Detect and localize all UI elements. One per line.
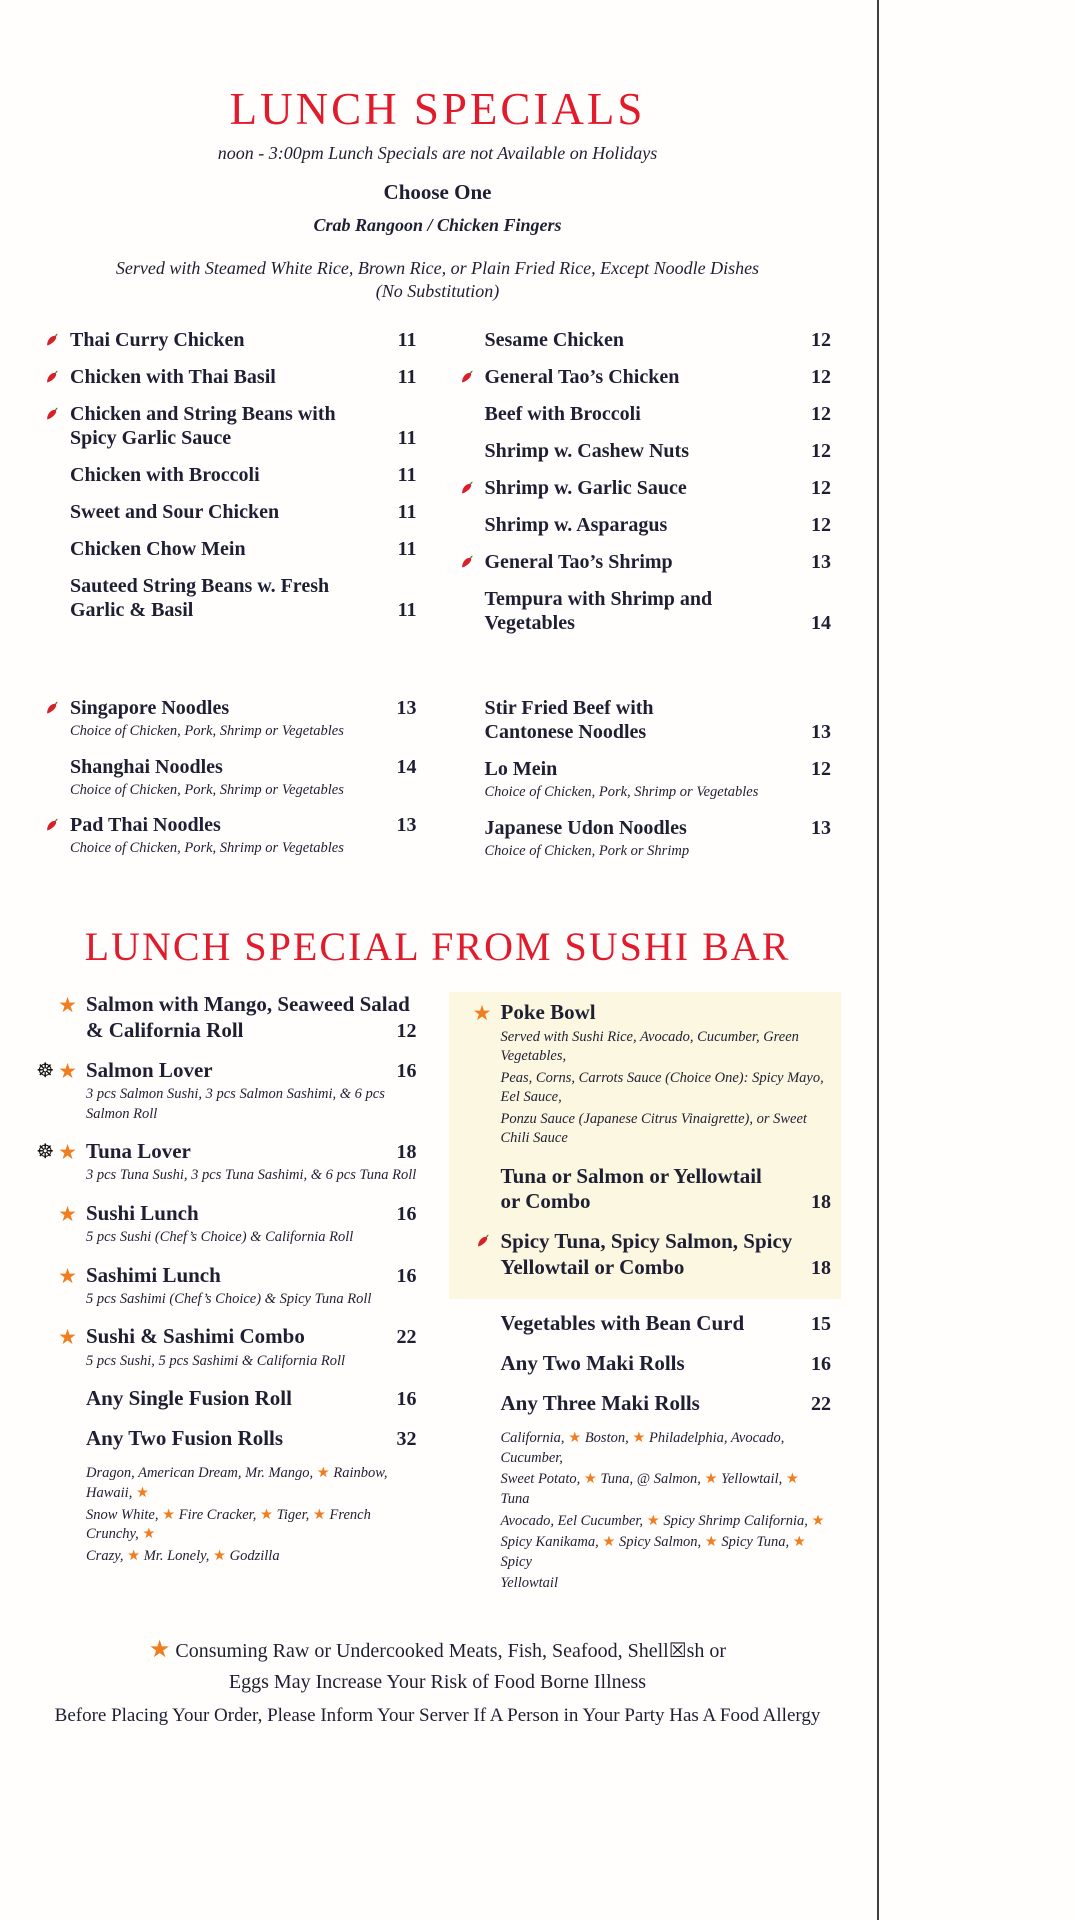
item-price: 14 bbox=[396, 755, 417, 778]
chili-spicy-icon bbox=[459, 368, 476, 385]
item-body bbox=[501, 1427, 832, 1594]
item-description: Snow White, ★ Fire Cracker, ★ Tiger, ★ French Crunchy, ★ bbox=[86, 1506, 371, 1543]
item-body bbox=[485, 550, 832, 574]
star-icon: ★ bbox=[58, 1140, 77, 1165]
item-price: 16 bbox=[396, 1059, 417, 1082]
item-name: Sweet and Sour Chicken bbox=[70, 501, 280, 524]
item-body bbox=[485, 513, 832, 537]
menu-note bbox=[44, 1462, 417, 1566]
item-name: Spicy Garlic Sauce bbox=[70, 427, 232, 450]
menu-item bbox=[459, 1000, 832, 1149]
menu-item bbox=[44, 1201, 417, 1248]
item-price: 16 bbox=[396, 1202, 417, 1225]
star-icon: ★ bbox=[632, 1430, 646, 1447]
menu-item bbox=[44, 537, 417, 561]
item-description: California, ★ Boston, ★ Philadelphia, Avocado, Cucumber, bbox=[500, 1430, 785, 1466]
item-name: Beef with Broccoli bbox=[484, 403, 641, 426]
item-price: 11 bbox=[397, 501, 417, 524]
menu-item bbox=[459, 1164, 832, 1214]
item-description: Choice of Chicken, Pork, Shrimp or Vegetables bbox=[70, 723, 344, 740]
item-description: Served with Sushi Rice, Avocado, Cucumber, Green Vegetables, bbox=[500, 1028, 799, 1065]
item-price: 12 bbox=[811, 440, 831, 463]
item-description: Sweet Potato, ★ Tuna, @ Salmon, ★ Yellowtail, ★ Tuna bbox=[500, 1471, 799, 1507]
raw-food-warning-line1: ★ Consuming Raw or Undercooked Meats, Fish, Seafood, Shell☒sh or bbox=[148, 1636, 727, 1663]
item-body bbox=[86, 1324, 417, 1371]
star-icon: ★ bbox=[58, 1325, 77, 1350]
page-title: LUNCH SPECIALS bbox=[229, 84, 646, 134]
menu-item bbox=[44, 696, 417, 742]
item-description: Yellowtail bbox=[500, 1575, 558, 1592]
item-body bbox=[70, 537, 417, 561]
menu-item bbox=[459, 402, 832, 426]
item-icon-cell bbox=[44, 1324, 86, 1371]
menu-item bbox=[36, 1057, 417, 1124]
star-icon: ★ bbox=[148, 1636, 171, 1663]
item-price: 22 bbox=[811, 1393, 831, 1416]
item-body bbox=[86, 992, 417, 1042]
item-body bbox=[485, 816, 832, 862]
item-body bbox=[70, 574, 417, 622]
item-name: Tuna Lover bbox=[86, 1139, 191, 1164]
item-body bbox=[70, 365, 417, 389]
item-body bbox=[501, 1311, 832, 1336]
star-icon: ★ bbox=[583, 1471, 597, 1488]
item-name: Thai Curry Chicken bbox=[70, 329, 245, 352]
item-description: Crazy, ★ Mr. Lonely, ★ Godzilla bbox=[86, 1547, 280, 1564]
sushi-right-column bbox=[459, 992, 832, 1608]
menu-item bbox=[459, 439, 832, 463]
item-body bbox=[86, 1201, 417, 1248]
item-name: Vegetables with Bean Curd bbox=[500, 1310, 745, 1335]
sushi-section-title: LUNCH SPECIAL FROM SUSHI BAR bbox=[84, 924, 791, 970]
item-icon-cell bbox=[459, 1427, 501, 1594]
item-name: Sushi Lunch bbox=[86, 1200, 199, 1225]
item-name: Vegetables bbox=[484, 612, 575, 635]
item-price: 11 bbox=[397, 538, 417, 561]
star-icon: ★ bbox=[135, 1485, 149, 1501]
item-price: 12 bbox=[811, 758, 831, 781]
item-icon-cell bbox=[44, 402, 70, 450]
item-body bbox=[86, 1386, 417, 1411]
star-icon: ★ bbox=[312, 1506, 326, 1523]
item-icon-cell bbox=[44, 537, 70, 561]
item-icon-cell bbox=[44, 1201, 86, 1248]
item-icon-cell bbox=[459, 696, 485, 744]
item-icon-cell bbox=[36, 1058, 86, 1124]
no-substitution-note: (No Substitution) bbox=[375, 281, 500, 302]
star-icon: ★ bbox=[704, 1534, 718, 1551]
item-name: Japanese Udon Noodles bbox=[484, 816, 687, 839]
star-icon: ★ bbox=[58, 1058, 77, 1083]
item-name: Tempura with Shrimp and bbox=[484, 588, 713, 611]
star-icon: ★ bbox=[127, 1547, 141, 1564]
item-body bbox=[86, 1058, 417, 1124]
choose-one-options: Crab Rangoon / Chicken Fingers bbox=[313, 215, 562, 236]
item-name: Cantonese Noodles bbox=[484, 721, 647, 744]
entrees-left-column bbox=[44, 328, 417, 648]
sushi-right-rest bbox=[459, 1311, 832, 1594]
item-price: 11 bbox=[397, 427, 417, 450]
item-name: Salmon with Mango, Seaweed Salad bbox=[86, 992, 410, 1017]
item-name: Any Two Maki Rolls bbox=[500, 1350, 685, 1375]
chili-spicy-icon bbox=[459, 479, 476, 496]
item-icon-cell bbox=[44, 813, 70, 859]
item-icon-cell bbox=[44, 574, 70, 622]
poke-bowl-highlight-box bbox=[449, 992, 842, 1298]
item-icon-cell bbox=[44, 328, 70, 352]
item-price: 32 bbox=[396, 1428, 417, 1451]
item-price: 13 bbox=[811, 551, 831, 574]
item-description: 5 pcs Sashimi (Chef’s Choice) & Spicy Tuna Roll bbox=[86, 1290, 372, 1307]
menu-item bbox=[459, 550, 832, 574]
item-icon-cell bbox=[44, 992, 86, 1042]
star-icon: ★ bbox=[316, 1465, 330, 1482]
star-icon: ★ bbox=[568, 1430, 582, 1447]
item-name: Any Three Maki Rolls bbox=[500, 1391, 700, 1416]
menu-item bbox=[44, 992, 417, 1042]
item-icon-cell bbox=[44, 1462, 86, 1566]
item-icon-cell bbox=[459, 328, 485, 352]
item-name: Stir Fried Beef with bbox=[484, 697, 654, 720]
star-icon: ★ bbox=[785, 1471, 799, 1488]
item-description: Dragon, American Dream, Mr. Mango, ★ Rainbow, Hawaii, ★ bbox=[86, 1465, 388, 1501]
chili-spicy-icon bbox=[475, 1232, 492, 1249]
menu-footer bbox=[44, 1633, 831, 1729]
menu-item bbox=[44, 500, 417, 524]
hours-availability-note: noon - 3:00pm Lunch Specials are not Available on Holidays bbox=[217, 143, 658, 164]
item-body bbox=[70, 696, 417, 742]
star-icon: ★ bbox=[162, 1506, 176, 1523]
item-name: Pad Thai Noodles bbox=[70, 814, 221, 837]
item-price: 12 bbox=[811, 514, 831, 537]
item-name: Sesame Chicken bbox=[484, 329, 624, 352]
menu-item bbox=[459, 1391, 832, 1416]
item-description: Choice of Chicken, Pork, Shrimp or Vegetables bbox=[70, 781, 344, 798]
menu-item bbox=[44, 1324, 417, 1371]
item-icon-cell bbox=[44, 1263, 86, 1310]
menu-item bbox=[44, 813, 417, 859]
item-name: or Combo bbox=[500, 1189, 591, 1214]
item-icon-cell bbox=[459, 402, 485, 426]
item-description: 5 pcs Sushi (Chef’s Choice) & California Roll bbox=[86, 1229, 354, 1245]
item-name: & California Roll bbox=[86, 1017, 244, 1042]
wheel-icon: ☸ bbox=[36, 1141, 55, 1164]
item-name: Chicken with Broccoli bbox=[70, 464, 260, 487]
sushi-left-column bbox=[36, 992, 417, 1608]
menu-item bbox=[44, 1386, 417, 1411]
item-price: 12 bbox=[811, 329, 831, 352]
item-name: General Tao’s Chicken bbox=[484, 366, 680, 389]
item-body bbox=[70, 500, 417, 524]
item-price: 11 bbox=[397, 599, 417, 622]
item-body bbox=[485, 365, 832, 389]
item-icon-cell bbox=[459, 1000, 501, 1149]
item-icon-cell bbox=[459, 1351, 501, 1376]
item-name: Shrimp w. Asparagus bbox=[484, 514, 668, 537]
item-price: 11 bbox=[397, 329, 417, 352]
item-icon-cell bbox=[459, 1229, 501, 1279]
menu-item bbox=[459, 513, 832, 537]
item-name: Any Single Fusion Roll bbox=[86, 1386, 292, 1411]
item-icon-cell bbox=[44, 696, 70, 742]
wheel-icon: ☸ bbox=[36, 1059, 55, 1082]
star-icon: ★ bbox=[259, 1506, 273, 1523]
item-name: Poke Bowl bbox=[500, 1000, 596, 1025]
item-description: Ponzu Sauce (Japanese Citrus Vinaigrette), or Sweet Chili Sauce bbox=[500, 1110, 807, 1147]
item-description: Avocado, Eel Cucumber, ★ Spicy Shrimp California, ★ bbox=[500, 1512, 825, 1529]
food-allergy-notice: Before Placing Your Order, Please Inform Your Server If A Person in Your Party Has A Food Allergy bbox=[54, 1704, 821, 1726]
item-icon-cell bbox=[459, 757, 485, 803]
item-name: Chicken and String Beans with bbox=[70, 403, 336, 426]
item-description: 3 pcs Tuna Sushi, 3 pcs Tuna Sashimi, & 6 pcs Tuna Roll bbox=[86, 1167, 417, 1184]
menu-item bbox=[459, 757, 832, 803]
star-icon: ★ bbox=[792, 1534, 806, 1551]
item-name: Garlic & Basil bbox=[70, 599, 194, 622]
item-icon-cell bbox=[44, 1426, 86, 1451]
item-description: Spicy Kanikama, ★ Spicy Salmon, ★ Spicy Tuna, ★ Spicy bbox=[500, 1534, 806, 1570]
item-price: 12 bbox=[811, 477, 831, 500]
menu-item bbox=[459, 365, 832, 389]
item-price: 12 bbox=[811, 403, 831, 426]
item-description: Choice of Chicken, Pork, Shrimp or Vegetables bbox=[484, 784, 759, 801]
item-price: 12 bbox=[811, 366, 831, 389]
item-name: Sauteed String Beans w. Fresh bbox=[70, 575, 330, 598]
item-body bbox=[86, 1139, 417, 1186]
chili-spicy-icon bbox=[44, 405, 61, 422]
item-body bbox=[86, 1263, 417, 1310]
item-icon-cell bbox=[459, 1311, 501, 1336]
item-body bbox=[70, 328, 417, 352]
item-body bbox=[70, 463, 417, 487]
menu-item bbox=[44, 755, 417, 801]
item-name: Sushi & Sashimi Combo bbox=[86, 1324, 305, 1349]
chili-spicy-icon bbox=[44, 699, 61, 716]
menu-item bbox=[44, 1263, 417, 1310]
chili-spicy-icon bbox=[459, 553, 476, 570]
item-description: Peas, Corns, Carrots Sauce (Choice One): Spicy Mayo, Eel Sauce, bbox=[500, 1069, 824, 1106]
menu-item bbox=[44, 463, 417, 487]
item-name: Sashimi Lunch bbox=[86, 1262, 221, 1287]
item-icon-cell bbox=[36, 1139, 86, 1186]
menu-item bbox=[44, 402, 417, 450]
item-icon-cell bbox=[459, 816, 485, 862]
item-icon-cell bbox=[459, 587, 485, 635]
menu-header bbox=[44, 86, 831, 302]
chili-spicy-icon bbox=[44, 331, 61, 348]
entrees-section bbox=[44, 328, 831, 648]
item-icon-cell bbox=[44, 1386, 86, 1411]
chili-spicy-icon bbox=[44, 368, 61, 385]
item-name: Shrimp w. Garlic Sauce bbox=[484, 477, 687, 500]
menu-item bbox=[459, 1311, 832, 1336]
star-icon: ★ bbox=[58, 1201, 77, 1226]
menu-item bbox=[459, 816, 832, 862]
item-price: 16 bbox=[811, 1352, 831, 1375]
item-name: Shrimp w. Cashew Nuts bbox=[484, 440, 689, 463]
menu-item bbox=[459, 587, 832, 635]
item-price: 18 bbox=[396, 1141, 417, 1164]
item-price: 16 bbox=[396, 1388, 417, 1411]
item-name: Chicken with Thai Basil bbox=[70, 366, 276, 389]
item-price: 15 bbox=[811, 1312, 831, 1335]
item-name: Chicken Chow Mein bbox=[70, 538, 246, 561]
item-icon-cell bbox=[459, 1164, 501, 1214]
item-icon-cell bbox=[459, 365, 485, 389]
menu-item bbox=[459, 696, 832, 744]
star-icon: ★ bbox=[142, 1526, 156, 1543]
menu-item bbox=[44, 574, 417, 622]
star-icon: ★ bbox=[58, 1263, 77, 1288]
item-price: 18 bbox=[811, 1256, 831, 1279]
star-icon: ★ bbox=[811, 1512, 825, 1529]
item-name: Tuna or Salmon or Yellowtail bbox=[500, 1163, 762, 1188]
raw-food-warning-line2: Eggs May Increase Your Risk of Food Borne Illness bbox=[228, 1670, 647, 1693]
item-name: Salmon Lover bbox=[86, 1057, 213, 1082]
item-price: 14 bbox=[811, 612, 831, 635]
item-icon-cell bbox=[459, 439, 485, 463]
item-name: Any Two Fusion Rolls bbox=[86, 1426, 284, 1451]
choose-one-label: Choose One bbox=[383, 180, 492, 205]
star-icon: ★ bbox=[213, 1547, 226, 1564]
item-icon-cell bbox=[44, 500, 70, 524]
item-body bbox=[501, 1391, 832, 1416]
menu-item bbox=[44, 365, 417, 389]
chili-spicy-icon bbox=[44, 816, 61, 833]
menu-item bbox=[44, 1426, 417, 1451]
item-price: 13 bbox=[396, 697, 417, 720]
served-with-note: Served with Steamed White Rice, Brown Rice, or Plain Fried Rice, Except Noodle Dishes bbox=[115, 258, 760, 279]
item-body bbox=[70, 813, 417, 859]
item-price: 11 bbox=[397, 464, 417, 487]
item-body bbox=[501, 1164, 832, 1214]
item-body bbox=[86, 1426, 417, 1451]
item-body bbox=[485, 328, 832, 352]
item-icon-cell bbox=[44, 755, 70, 801]
menu-item bbox=[459, 476, 832, 500]
menu-item bbox=[36, 1139, 417, 1186]
item-price: 12 bbox=[396, 1019, 417, 1042]
item-name: Yellowtail or Combo bbox=[500, 1254, 685, 1279]
item-icon-cell bbox=[459, 550, 485, 574]
menu-item bbox=[44, 328, 417, 352]
sushi-bar-section bbox=[36, 992, 831, 1608]
item-body bbox=[485, 696, 832, 744]
item-body bbox=[70, 402, 417, 450]
item-body bbox=[485, 757, 832, 803]
item-body bbox=[501, 1000, 832, 1149]
item-price: 22 bbox=[396, 1326, 417, 1349]
item-price: 13 bbox=[811, 816, 831, 839]
entrees-right-column bbox=[459, 328, 832, 648]
item-description: Choice of Chicken, Pork or Shrimp bbox=[484, 842, 690, 859]
menu-item bbox=[459, 1351, 832, 1376]
item-icon-cell bbox=[459, 513, 485, 537]
item-icon-cell bbox=[44, 365, 70, 389]
item-body bbox=[485, 476, 832, 500]
item-description: 3 pcs Salmon Sushi, 3 pcs Salmon Sashimi, & 6 pcs Salmon Roll bbox=[86, 1085, 385, 1122]
item-price: 13 bbox=[811, 721, 831, 744]
noodles-left-column bbox=[44, 696, 417, 874]
star-icon: ★ bbox=[704, 1471, 718, 1488]
item-name: Singapore Noodles bbox=[70, 697, 230, 720]
item-price: 13 bbox=[396, 814, 417, 837]
menu-item bbox=[459, 1229, 832, 1279]
item-name: Spicy Tuna, Spicy Salmon, Spicy bbox=[500, 1229, 793, 1254]
item-body bbox=[485, 402, 832, 426]
item-icon-cell bbox=[44, 463, 70, 487]
item-icon-cell bbox=[459, 1391, 501, 1416]
noodles-section bbox=[44, 696, 831, 874]
item-body bbox=[485, 439, 832, 463]
item-name: Shanghai Noodles bbox=[70, 755, 223, 778]
menu-item bbox=[459, 328, 832, 352]
star-icon: ★ bbox=[58, 993, 77, 1018]
item-body bbox=[501, 1351, 832, 1376]
item-icon-cell bbox=[459, 476, 485, 500]
item-body bbox=[70, 755, 417, 801]
item-name: Lo Mein bbox=[484, 758, 558, 781]
noodles-right-column bbox=[459, 696, 832, 874]
item-price: 11 bbox=[397, 366, 417, 389]
item-body bbox=[485, 587, 832, 635]
star-icon: ★ bbox=[472, 1001, 492, 1026]
item-description: 5 pcs Sushi, 5 pcs Sashimi & California Roll bbox=[86, 1352, 345, 1369]
item-body bbox=[501, 1229, 832, 1279]
item-price: 16 bbox=[396, 1264, 417, 1287]
menu-note bbox=[459, 1427, 832, 1594]
star-icon: ★ bbox=[646, 1512, 660, 1529]
star-icon: ★ bbox=[602, 1534, 616, 1551]
item-body bbox=[86, 1462, 417, 1566]
item-name: General Tao’s Shrimp bbox=[484, 551, 673, 574]
item-description: Choice of Chicken, Pork, Shrimp or Vegetables bbox=[70, 840, 344, 857]
item-price: 18 bbox=[811, 1191, 831, 1214]
